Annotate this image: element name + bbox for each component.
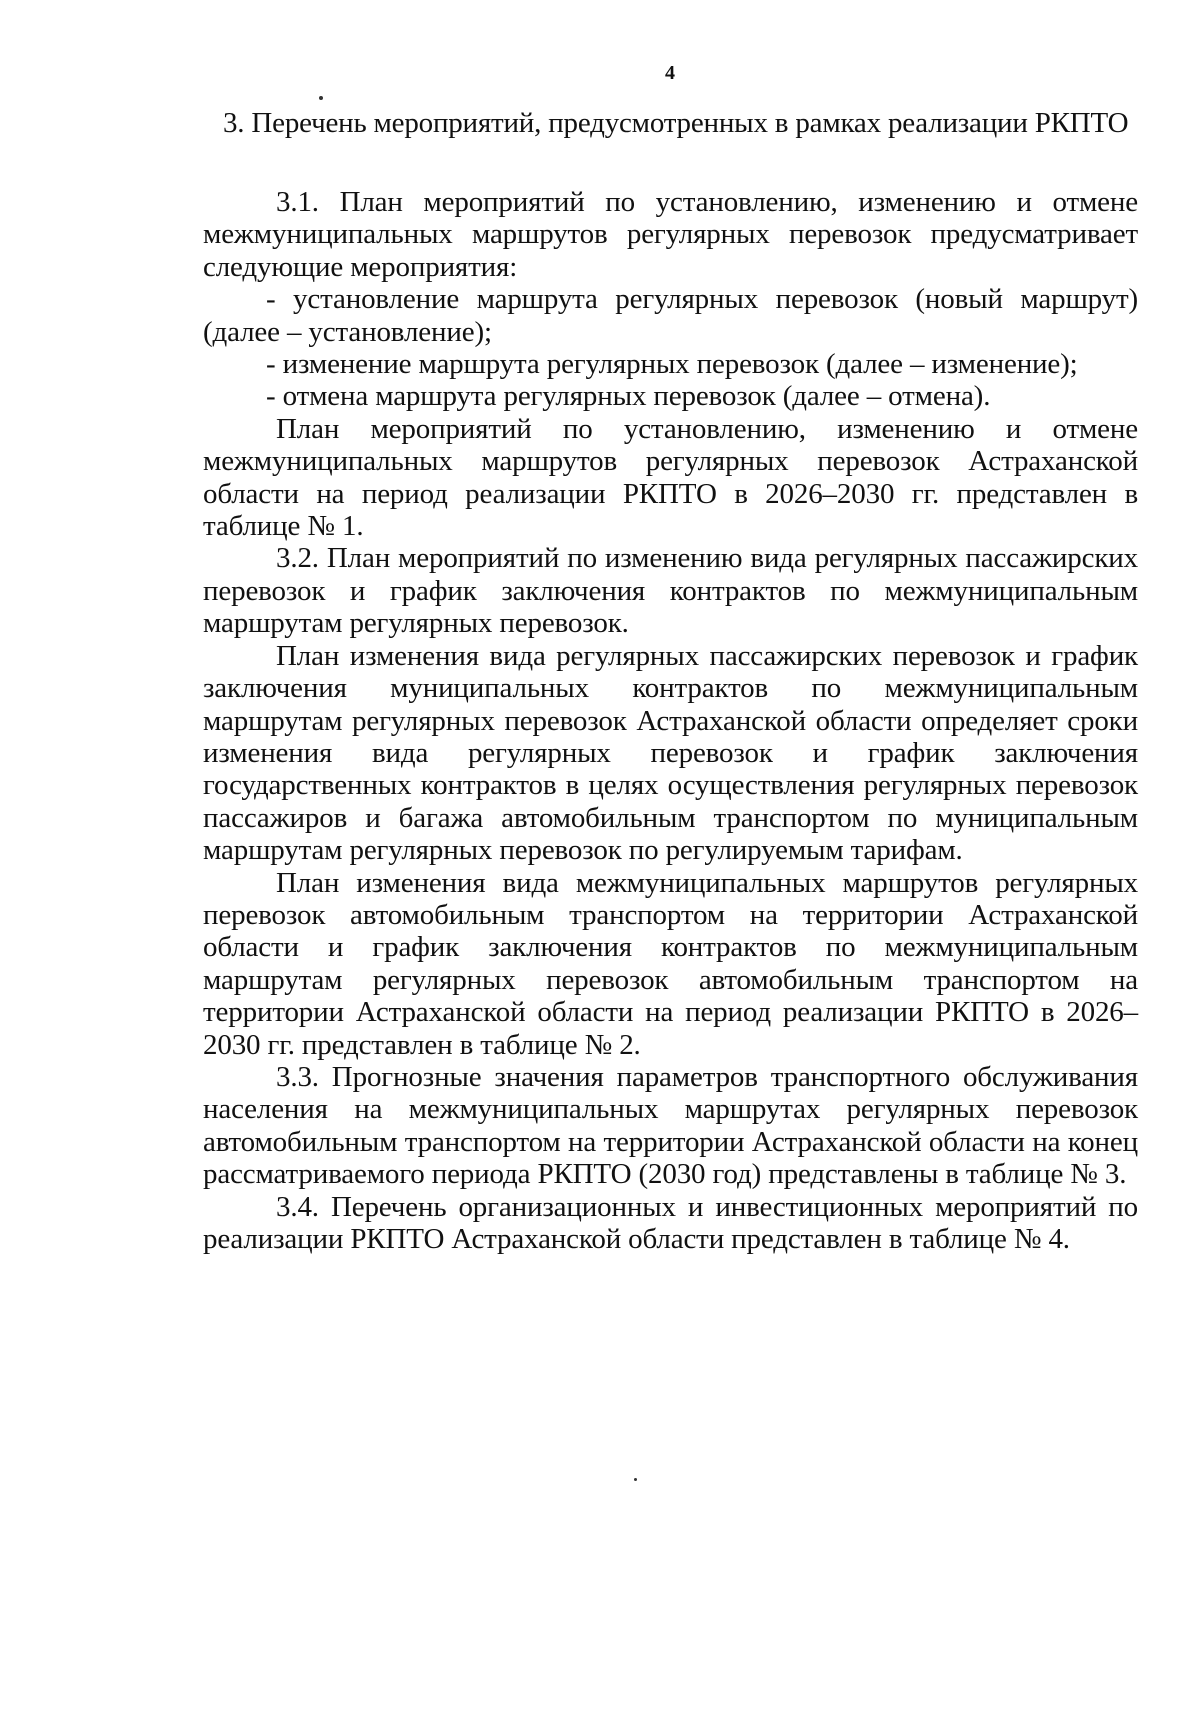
- paragraph: 3.3. Прогнозные значения параметров транспортного обслуживания населения на межмуниципальных маршрутах регулярных перевозок автомобильным транспортом на территории Астраханской области на конец рассматриваемого периода РКПТО (2030 год) представлены в таблице № 3.: [203, 1060, 1138, 1191]
- paragraph: 3.1. План мероприятий по установлению, изменению и отмене межмуниципальных маршрутов регулярных перевозок предусматривает следующие мероприятия:: [203, 186, 1138, 283]
- list-item: - изменение маршрута регулярных перевозок (далее – изменение);: [266, 348, 1078, 381]
- scan-speck: [319, 96, 323, 100]
- list-item: - установление маршрута регулярных перевозок (новый маршрут) (далее – установление);: [203, 283, 1138, 348]
- list-item: - отмена маршрута регулярных перевозок (далее – отмена).: [266, 380, 991, 413]
- scan-speck: [634, 1478, 637, 1481]
- paragraph: 3.4. Перечень организационных и инвестиционных мероприятий по реализации РКПТО Астраханской области представлен в таблице № 4.: [203, 1190, 1138, 1255]
- section-body: [203, 186, 1138, 1255]
- paragraph: 3.2. План мероприятий по изменению вида регулярных пассажирских перевозок и график заключения контрактов по межмуниципальным маршрутам регулярных перевозок.: [203, 542, 1138, 640]
- paragraph: План изменения вида межмуниципальных маршрутов регулярных перевозок автомобильным транспортом на территории Астраханской области и график заключения контрактов по межмуниципальным маршрутам регулярных перевозок автомобильным транспортом на территории Астраханской области на период реализации РКПТО в 2026–2030 гг. представлен в таблице № 2.: [203, 866, 1138, 1061]
- section-heading: 3. Перечень мероприятий, предусмотренных в рамках реализации РКПТО: [223, 107, 1129, 139]
- paragraph: План изменения вида регулярных пассажирских перевозок и график заключения муниципальных контрактов по межмуниципальным маршрутам регулярных перевозок Астраханской области определяет сроки изменения вида регулярных перевозок и график заключения государственных контрактов в целях осуществления регулярных перевозок пассажиров и багажа автомобильным транспортом по муниципальным маршрутам регулярных перевозок по регулируемым тарифам.: [203, 639, 1138, 867]
- paragraph: План мероприятий по установлению, изменению и отмене межмуниципальных маршрутов регулярных перевозок Астраханской области на период реализации РКПТО в 2026–2030 гг. представлен в таблице № 1.: [203, 412, 1138, 543]
- page-number: 4: [665, 62, 675, 84]
